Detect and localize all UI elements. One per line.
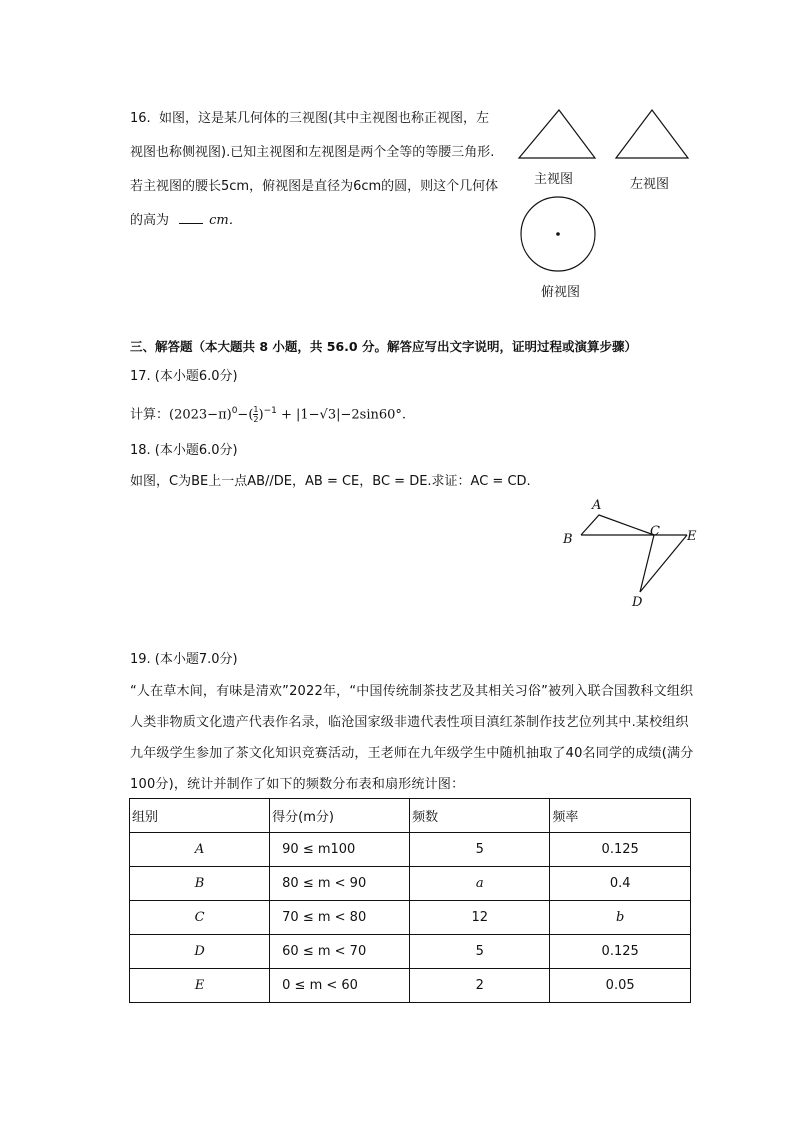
cell-range: 0 ≤ m < 60 [270, 969, 410, 1003]
answer-blank [179, 209, 203, 224]
cell-range: 80 ≤ m < 90 [270, 867, 410, 901]
table-row [130, 935, 691, 969]
left-view-triangle [616, 110, 688, 158]
cell-group: B [130, 867, 270, 901]
header-count: 频数 [410, 799, 550, 833]
table-row [130, 901, 691, 935]
circle-center-dot [556, 232, 560, 236]
question-16-number: 16. [130, 111, 151, 126]
fraction-one-half: $\frac{1}{2}$ [253, 405, 259, 425]
cell-count: 5 [410, 935, 550, 969]
table-header-row [130, 799, 691, 833]
question-19-header: 19. (本小题7.0分) [130, 652, 238, 667]
cell-group: E [130, 969, 270, 1003]
top-view-caption: 俯视图 [541, 285, 581, 300]
table-row [130, 969, 691, 1003]
point-label-C: C [650, 524, 660, 539]
three-views-figure [510, 100, 710, 300]
question-16-unit: cm． [209, 213, 242, 228]
point-label-A: A [592, 498, 602, 513]
cell-range: 60 ≤ m < 70 [270, 935, 410, 969]
point-label-B: B [563, 532, 573, 547]
question-19-paragraph: “人在草木间，有味是清欢”2022年，“中国传统制茶技艺及其相关习俗”被列入联合国教科文组织人类非物质文化遗产代表作名录，临沧国家级非遗代表性项目滇红茶制作技艺位列其中.某校组织九年级学生参加了茶文化知识竞赛活动，王老师在九年级学生中随机抽取了40名同学的成绩(满分100分)，统计并制作了如下的频数分布表和扇形统计图： [130, 684, 694, 792]
frequency-table [129, 798, 691, 1003]
cell-range: 70 ≤ m < 80 [270, 901, 410, 935]
cell-count: a [410, 867, 550, 901]
question-18-text: 如图，C为BE上一点AB//DE，AB = CE，BC = DE.求证：AC = CD. [130, 474, 531, 489]
section-3-title: 三、解答题（本大题共 8 小题，共 56.0 分。解答应写出文字说明，证明过程或演算步骤） [130, 339, 637, 354]
segment-BA-AC [581, 515, 654, 535]
cell-count: 12 [410, 901, 550, 935]
question-17-header: 17. (本小题6.0分) [130, 369, 238, 384]
cell-rate: b [550, 901, 691, 935]
table-row [130, 833, 691, 867]
header-rate: 频率 [550, 799, 691, 833]
cell-rate: 0.4 [550, 867, 691, 901]
cell-rate: 0.125 [550, 935, 691, 969]
header-group: 组别 [130, 799, 270, 833]
front-view-triangle [519, 110, 595, 158]
table-row [130, 867, 691, 901]
left-view-caption: 左视图 [630, 177, 670, 192]
cell-range: 90 ≤ m100 [270, 833, 410, 867]
question-16-text [130, 102, 500, 238]
front-view-caption: 主视图 [534, 172, 574, 187]
cell-rate: 0.125 [550, 833, 691, 867]
point-label-D: D [632, 595, 643, 610]
cell-group: A [130, 833, 270, 867]
header-score: 得分(m分) [270, 799, 410, 833]
question-16-body: 如图，这是某几何体的三视图(其中主视图也称正视图，左视图也称侧视图).已知主视图和左视图是两个全等的等腰三角形.若主视图的腰长5cm，俯视图是直径为6cm的圆，则这个几何体的高为 [130, 111, 499, 228]
question-17-expression: 计算：$(2023-\pi)^0-$( $\frac{1}{2}$ )$^{-1}$ + |1−√3|−2sin60°. [130, 405, 407, 425]
cell-count: 5 [410, 833, 550, 867]
point-label-E: E [687, 529, 697, 544]
question-18-header: 18. (本小题6.0分) [130, 443, 238, 458]
cell-rate: 0.05 [550, 969, 691, 1003]
cell-group: C [130, 901, 270, 935]
geometry-figure-abcde [556, 495, 706, 615]
cell-group: D [130, 935, 270, 969]
cell-count: 2 [410, 969, 550, 1003]
